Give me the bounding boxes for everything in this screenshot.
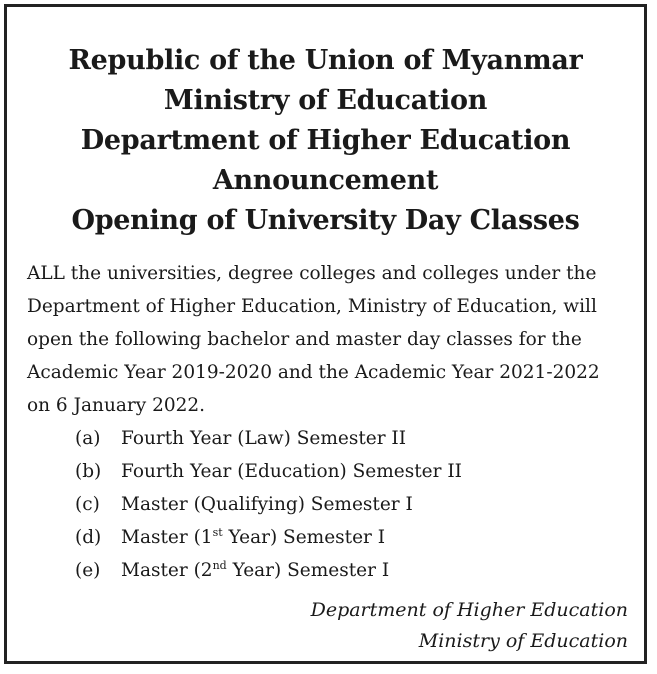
list-item xyxy=(27,455,633,488)
class-list xyxy=(27,422,633,587)
list-item-text: Fourth Year (Law) Semester II xyxy=(121,428,407,449)
list-item-text-pre: Master (1 xyxy=(121,527,213,548)
list-marker: (b) xyxy=(75,461,102,482)
signature-block xyxy=(311,595,628,657)
announcement-body xyxy=(27,257,633,587)
announcement-paragraph xyxy=(27,257,633,422)
list-item xyxy=(27,521,633,554)
ordinal-suffix: st xyxy=(212,526,223,539)
signature-department: Department of Higher Education xyxy=(310,599,628,621)
paragraph-line: ALL the universities, degree colleges and colleges under the xyxy=(27,263,597,284)
announcement-frame xyxy=(4,4,647,664)
list-item-text-post: Year) Semester I xyxy=(226,560,390,581)
list-item xyxy=(27,488,633,521)
announcement-header xyxy=(7,41,644,241)
header-country: Republic of the Union of Myanmar xyxy=(68,45,583,76)
header-department: Department of Higher Education xyxy=(80,125,571,156)
header-subject: Opening of University Day Classes xyxy=(71,205,580,236)
list-item-text-pre: Master (2 xyxy=(121,560,213,581)
ordinal-suffix: nd xyxy=(212,559,227,572)
signature-ministry: Ministry of Education xyxy=(418,630,628,652)
list-marker: (a) xyxy=(75,428,101,449)
list-marker: (d) xyxy=(75,527,102,548)
list-item-text-post: Year) Semester I xyxy=(222,527,386,548)
header-ministry: Ministry of Education xyxy=(163,85,488,116)
paragraph-line: Academic Year 2019-2020 and the Academic Year 2021-2022 xyxy=(27,362,600,383)
paragraph-line: open the following bachelor and master day classes for the xyxy=(27,329,582,350)
list-item xyxy=(27,554,633,587)
paragraph-line: Department of Higher Education, Ministry of Education, will xyxy=(27,296,597,317)
list-marker: (c) xyxy=(75,494,100,515)
list-item-text: Master (Qualifying) Semester I xyxy=(121,494,413,515)
list-marker: (e) xyxy=(75,560,101,581)
header-announcement: Announcement xyxy=(212,165,439,196)
list-item xyxy=(27,422,633,455)
paragraph-line: on 6 January 2022. xyxy=(27,395,206,416)
list-item-text: Fourth Year (Education) Semester II xyxy=(121,461,462,482)
